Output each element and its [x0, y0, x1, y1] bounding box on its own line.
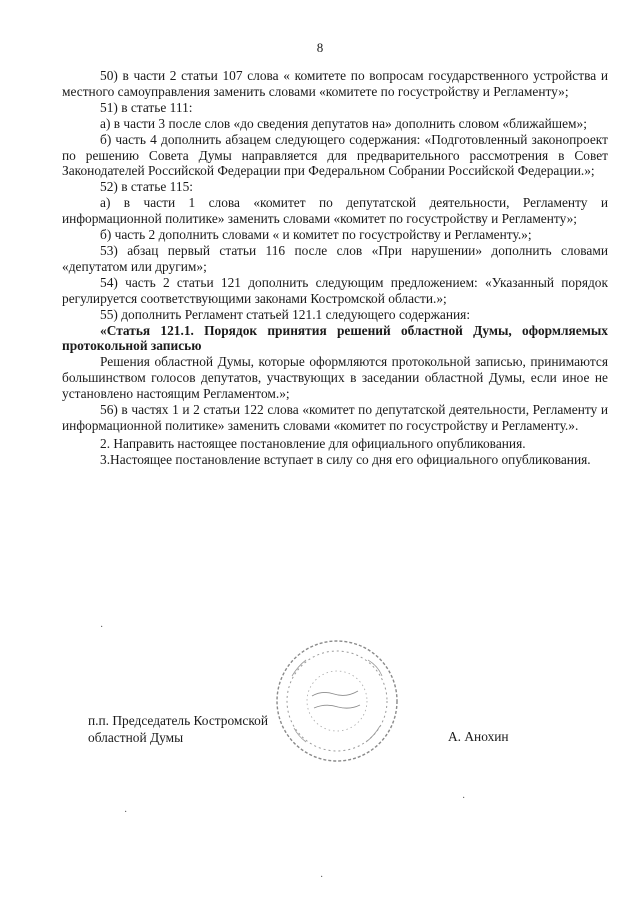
- scan-mark: ·: [124, 807, 128, 818]
- paragraph: 50) в части 2 статьи 107 слова « комитете по вопросам государственного устройства и местного самоуправления заменить словами «комитете по госустройству и Регламенту»;: [62, 68, 608, 99]
- signatory-name: А. Анохин: [448, 729, 509, 744]
- scan-mark: ·: [100, 622, 104, 633]
- page-number: 8: [316, 40, 324, 55]
- paragraph: 54) часть 2 статьи 121 дополнить следующим предложением: «Указанный порядок регулируется соответствующими законами Костромской области.»;: [62, 274, 608, 306]
- article-heading: «Статья 121.1. Порядок принятия решений областной Думы, оформляемых протокольной записью: [62, 322, 608, 354]
- paragraph: 55) дополнить Регламент статьей 121.1 следующего содержания:: [100, 306, 471, 322]
- paragraph: 2. Направить настоящее постановление для официального опубликования.: [100, 435, 526, 451]
- scan-mark: ·: [462, 793, 466, 804]
- paragraph: б) часть 2 дополнить словами « и комитет по госустройству и Регламенту.»;: [100, 227, 532, 243]
- paragraph: 51) в статье 111:: [100, 99, 193, 115]
- paragraph: 3.Настоящее постановление вступает в силу со дня его официального опубликования.: [100, 451, 591, 467]
- paragraph: Решения областной Думы, которые оформляются протокольной записью, принимаются большинством голосов депутатов, участвующих в заседании областной Думы, если иное не установлено настоящим Регламентом.»;: [62, 354, 608, 402]
- paragraph: а) в части 3 после слов «до сведения депутатов на» дополнить словом «ближайшем»;: [100, 115, 587, 131]
- paragraph: 53) абзац первый статьи 116 после слов «При нарушении» дополнить словами «депутатом или другим»;: [62, 242, 608, 274]
- official-seal-stamp: [272, 636, 402, 766]
- paragraph: 52) в статье 115:: [100, 179, 193, 195]
- paragraph: б) часть 4 дополнить абзацем следующего содержания: «Подготовленный законопроект по решению Совета Думы направляется для предварительного рассмотрения в Совет Законодателей Российской Федерации при Федеральном Собрании Российской Федерации.»;: [62, 131, 608, 179]
- paragraph: 56) в частях 1 и 2 статьи 122 слова «комитет по депутатской деятельности, Регламенту и информационной политике» заменить словами «комитет по госустройству и Регламенту.».: [62, 402, 608, 433]
- scan-mark: ·: [320, 872, 324, 883]
- paragraph: а) в части 1 слова «комитет по депутатской деятельности, Регламенту и информационной политике» заменить словами «комитет по госустройству и Регламенту»;: [62, 195, 608, 227]
- signature-title-line1: п.п. Председатель Костромской: [88, 713, 269, 728]
- signature-title: [88, 712, 268, 746]
- document-body: [62, 68, 608, 468]
- signature-title-line2: областной Думы: [88, 730, 184, 745]
